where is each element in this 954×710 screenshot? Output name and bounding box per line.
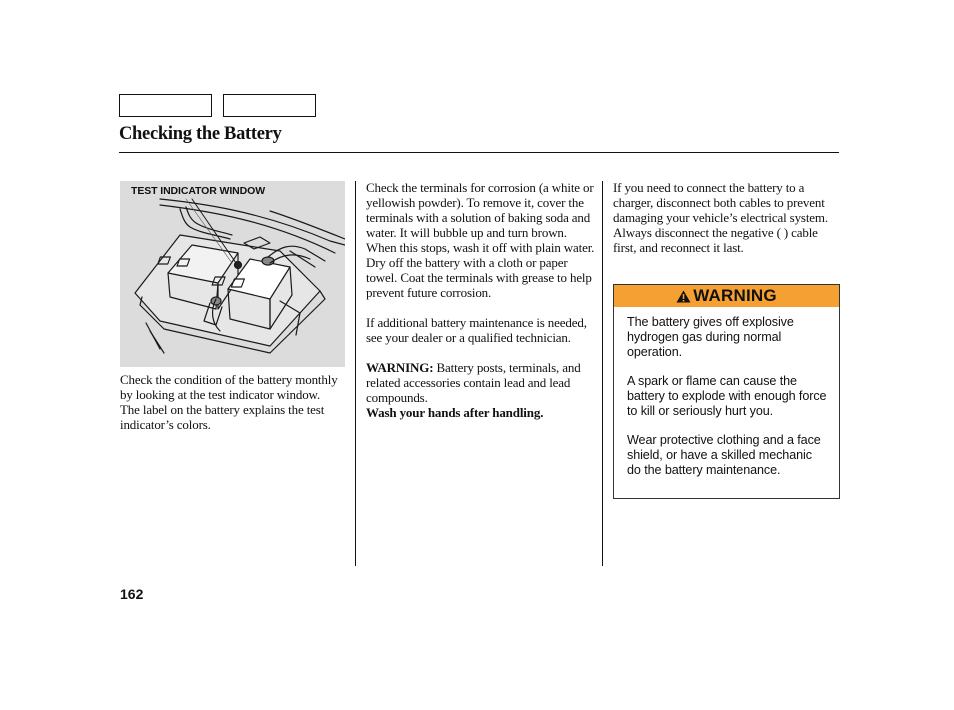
nav-tab-box-1[interactable] — [119, 94, 212, 117]
warning-item-3: Wear protective clothing and a face shield, or have a skilled mechanic do the battery maintenance. — [627, 433, 821, 477]
warning-triangle-icon — [676, 290, 691, 303]
warning-heading: WARNING — [693, 286, 777, 305]
column-2-text — [366, 180, 598, 420]
battery-figure — [120, 181, 345, 367]
warning-item-1: The battery gives off explosive hydrogen gas during normal operation. — [627, 315, 794, 359]
charger-paragraph: If you need to connect the battery to a charger, disconnect both cables to prevent damaging your vehicle’s electrical system. Always disconnect the negative ( ) cable first, and reconnect it last. — [613, 180, 828, 255]
warning-item-2: A spark or flame can cause the battery to explode with enough force to kill or seriously hurt you. — [627, 374, 827, 418]
battery-condition-paragraph: Check the condition of the battery monthly by looking at the test indicator window. The label on the battery explains the test indicator’s colors. — [120, 372, 338, 432]
warning-box — [613, 284, 840, 499]
column-3-text — [613, 180, 839, 255]
page-number: 162 — [120, 586, 144, 602]
warning-label: WARNING: — [366, 360, 434, 375]
maintenance-paragraph: If additional battery maintenance is needed, see your dealer or a qualified technician. — [366, 315, 587, 345]
column-divider-1 — [355, 181, 356, 566]
warning-header — [614, 285, 839, 307]
nav-tab-box-2[interactable] — [223, 94, 316, 117]
page-title: Checking the Battery — [119, 124, 282, 144]
wash-hands-text: Wash your hands after handling. — [366, 405, 544, 420]
column-1-text — [120, 372, 340, 432]
corrosion-paragraph: Check the terminals for corrosion (a white or yellowish powder). To remove it, cover the terminals with a solution of baking soda and water. It will bubble up and turn brown. When this stops, wash it off with plain water. Dry off the battery with a cloth or paper towel. Coat the terminals with grease to help prevent future corrosion. — [366, 180, 595, 300]
lead-warning-paragraph — [366, 360, 598, 420]
warning-body — [614, 307, 839, 478]
column-divider-2 — [602, 181, 603, 566]
title-divider — [119, 152, 839, 153]
warning-text: Battery posts, terminals, and related accessories contain lead and lead compounds. — [366, 360, 581, 405]
figure-caption: TEST INDICATOR WINDOW — [131, 185, 266, 197]
battery-illustration-icon — [120, 181, 345, 367]
